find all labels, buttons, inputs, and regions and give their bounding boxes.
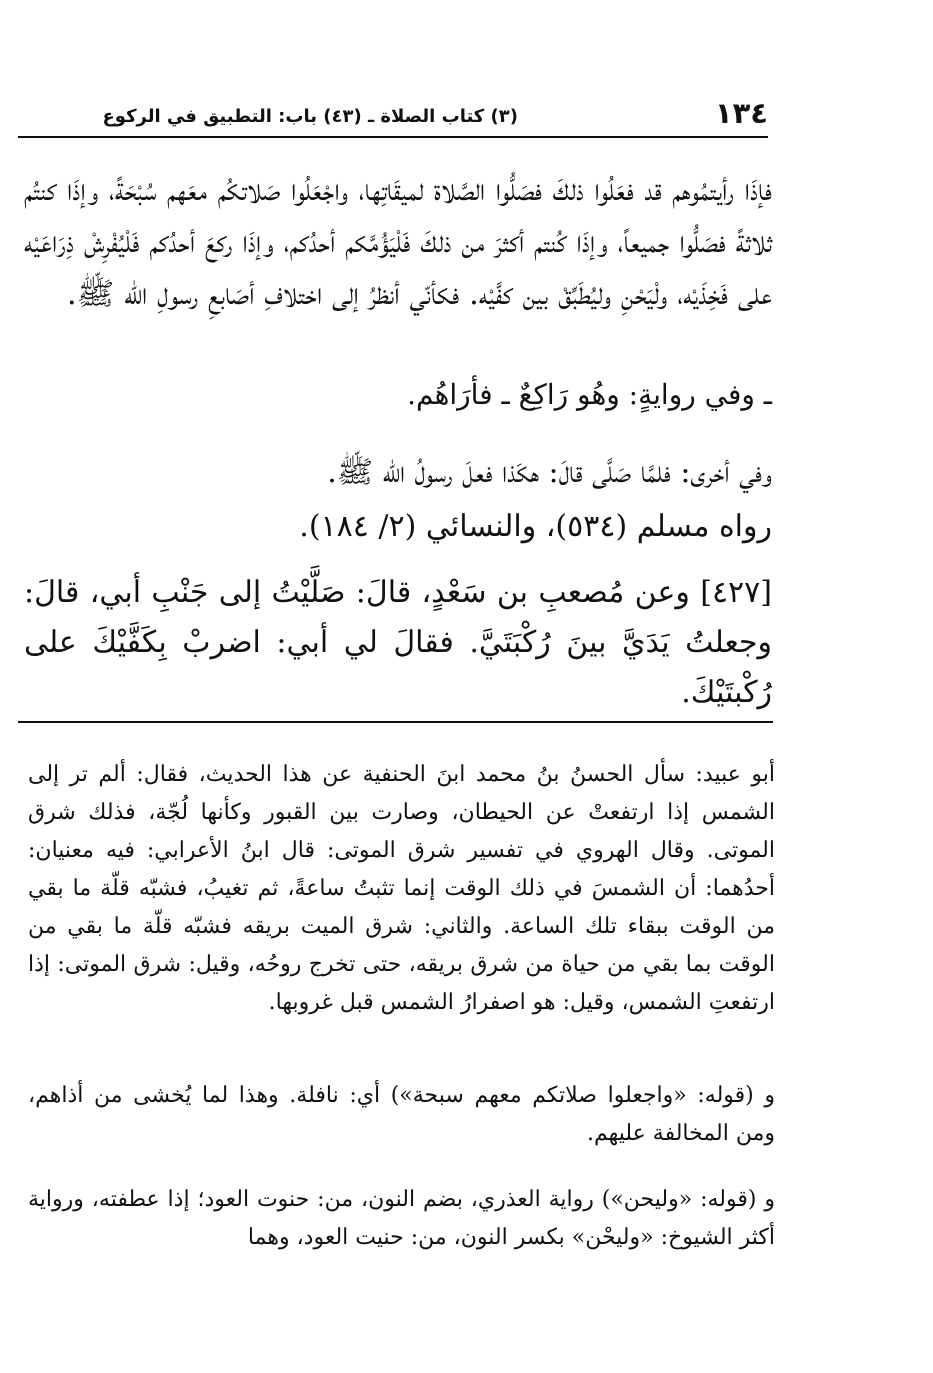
source-reference: رواه مسلم (٥٣٤)، والنسائي (٢/ ١٨٤). [299,509,772,544]
main-text [24,164,772,718]
footnote-divider [18,721,773,723]
variant-narration-two: وفي أخرى: فلمَّا صَلَّى قالَ: هكَذا فعلَ رسولُ الله ﷺ. [327,455,772,490]
footnote-paragraph: و (قوله: «وليحن») رواية العذري، بضم النون، من: حنوت العود؛ إذا عطفته، ورواية أكثر الشيوخ: «وليحْن» بكسر النون، من: حنيت العود، وهما [28,1187,775,1250]
hadith-427-text: [٤٢٧] وعن مُصعبِ بن سَعْدٍ، قالَ: صَلَّيْتُ إلى جَنْبِ أبي، قالَ: وجعلتُ يَدَيَّ بينَ رُكْبَتَيَّ. فقالَ لي أبي: اضربْ بِكَفَّيْكَ على رُكْبتَيْكَ. [24,575,773,710]
footnote-paragraph: أبو عبيد: سأل الحسنُ بنُ محمد ابنَ الحنفية عن هذا الحديث، فقال: ألم تر إلى الشمس إذا ارتفعتْ عن الحيطان، وصارت بين القبور وكأنها لُجّة، فذلك شرق الموتى. وقال الهروي في تفسير شرق الموتى: قال ابنُ الأعرابي: فيه معنيان: أحدُهما: أن الشمسَ في ذلك الوقت إنما تثبتُ ساعةً، ثم تغيبُ، فشبّه قلّة ما بقي من الوقت ببقاء تلك الساعة. والثاني: شرق الميت بريقه فشبّه قلّة ما بقي من الوقت بما بقي من حياة من شرق بريقه، حتى تخرج روحُه، وقيل: شرق الموتى: إذا ارتفعتِ الشمس، وقيل: هو اصفرارُ الشمس قبل غروبها. [28,762,775,1015]
page-number: ١٣٤ [714,96,768,130]
footnotes [28,756,775,1257]
hadith-426-text: فإذَا رأيتمُوهم قد فعَلُوا ذلكَ فصَلُّوا الصَّلاة لميقَاتِها، واجْعَلُوا صَلاتكُم معَهم سُبْحَةً، وإذَا كنتُم ثلاثةً فصَلُّوا جميعاً، وإذَا كُنتم أكثرَ من ذلكَ فَلْيَؤُمَّكم أحدُكم، وإذَا ركعَ أحدُكم فَلْيُفْرِشْ ذِرَاعَيْه على فَخِذَيْه، ولْيَحْنِ وليُطَبِّقْ بين كفَّيْه. فكأنّي أنظرُ إلى اختلافِ أصَابعِ رسولِ الله ﷺ. [24,172,772,312]
footnote-paragraph: و (قوله: «واجعلوا صلاتكم معهم سبحة») أي: نافلة. وهذا لما يُخشى من أذاهم، ومن المخالفة عليهم. [28,1083,775,1146]
page-header [18,90,768,138]
running-title: (٣) كتاب الصلاة ـ (٤٣) باب: التطبيق في الركوع [102,106,518,127]
variant-narration-one: ـ وفي روايةٍ: وهُو رَاكِعٌ ـ فأرَاهُم. [407,378,772,411]
